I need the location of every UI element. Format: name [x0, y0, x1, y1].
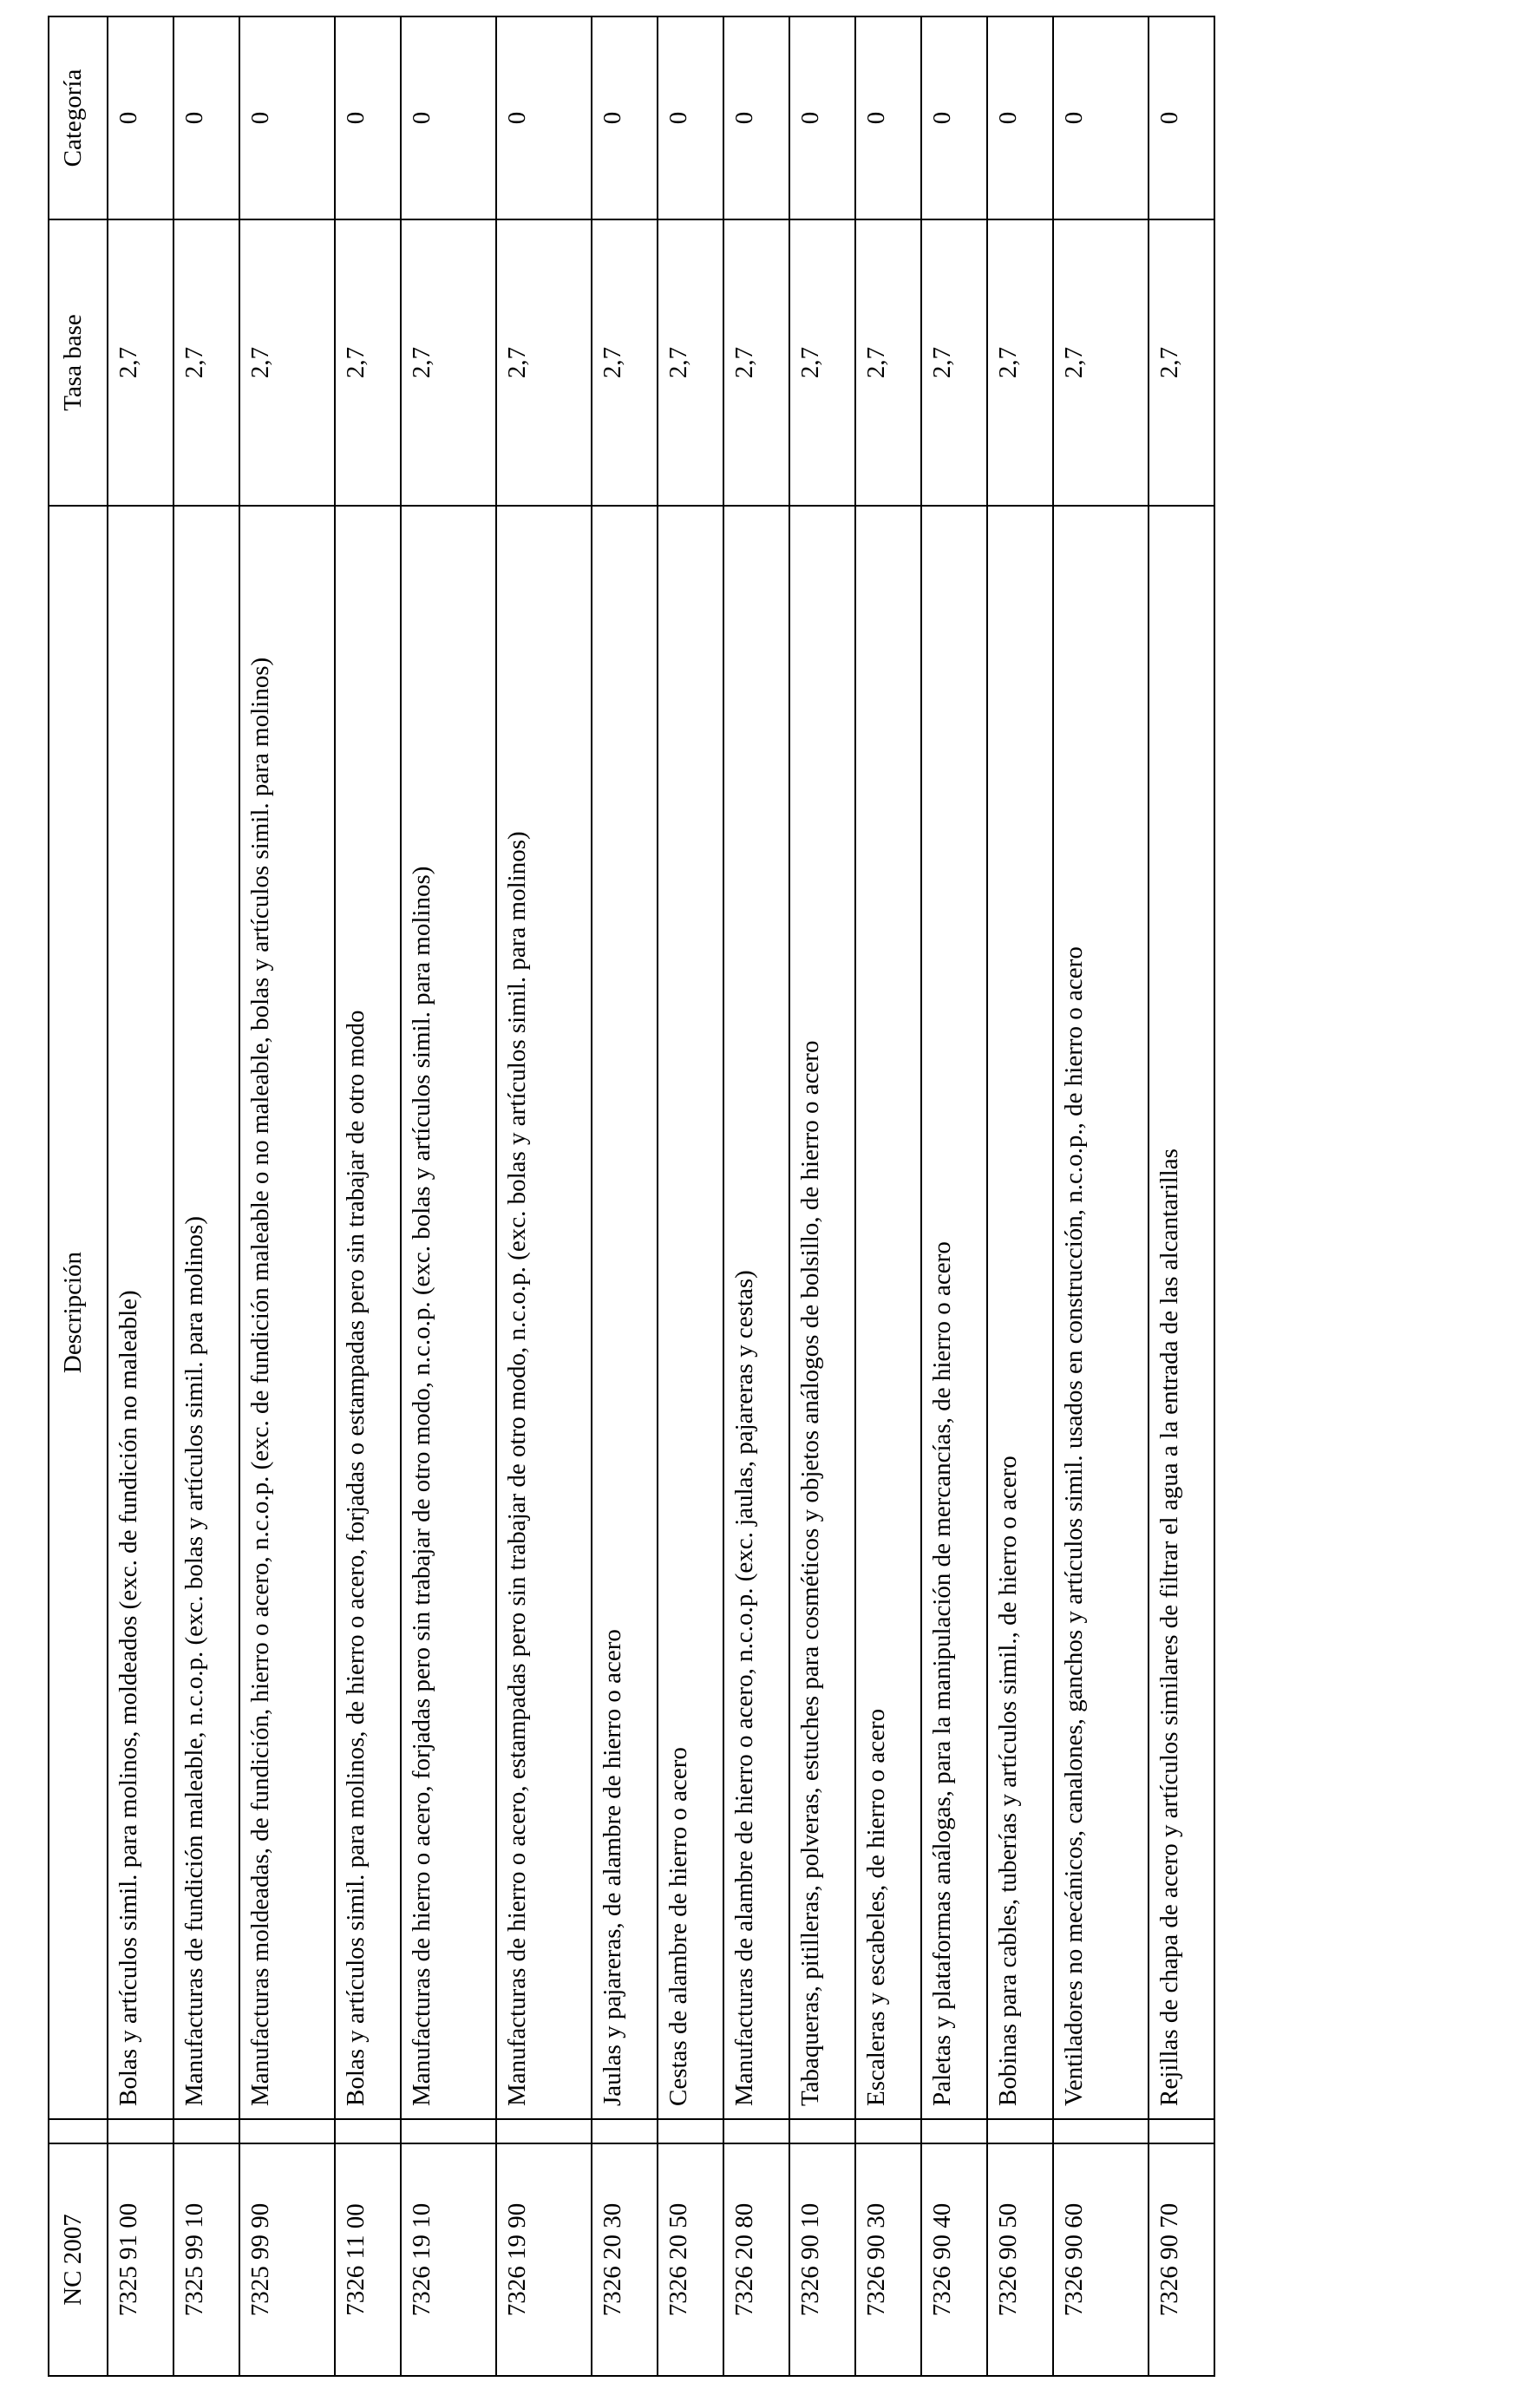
row-gap	[987, 2119, 1053, 2143]
table-row	[789, 16, 855, 2376]
row-gap	[921, 2119, 987, 2143]
row-category: 0	[855, 16, 921, 219]
row-category: 0	[401, 16, 496, 219]
table-header-row	[49, 16, 108, 2376]
row-description: Tabaqueras, pitilleras, polveras, estuches para cosméticos y objetos análogos de bolsillo, de hierro o acero	[789, 506, 855, 2119]
table-row	[723, 16, 789, 2376]
row-gap	[723, 2119, 789, 2143]
row-code: 7325 99 90	[239, 2143, 335, 2376]
row-gap	[855, 2119, 921, 2143]
row-gap	[173, 2119, 239, 2143]
header-category: Categoría	[49, 16, 108, 219]
row-category: 0	[658, 16, 723, 219]
row-rate: 2,7	[173, 219, 239, 506]
row-category: 0	[592, 16, 658, 219]
row-gap	[592, 2119, 658, 2143]
row-code: 7326 90 50	[987, 2143, 1053, 2376]
row-code: 7326 90 40	[921, 2143, 987, 2376]
row-code: 7326 19 10	[401, 2143, 496, 2376]
row-rate: 2,7	[1149, 219, 1214, 506]
row-description: Paletas y plataformas análogas, para la manipulación de mercancías, de hierro o acero	[921, 506, 987, 2119]
row-description: Cestas de alambre de hierro o acero	[658, 506, 723, 2119]
row-code: 7325 91 00	[108, 2143, 173, 2376]
row-category: 0	[173, 16, 239, 219]
row-rate: 2,7	[789, 219, 855, 506]
row-category: 0	[108, 16, 173, 219]
row-rate: 2,7	[335, 219, 401, 506]
table-row	[658, 16, 723, 2376]
row-category: 0	[496, 16, 592, 219]
row-description: Manufacturas moldeadas, de fundición, hierro o acero, n.c.o.p. (exc. de fundición maleable o no maleable, bolas y artículos simil. para molinos)	[239, 506, 335, 2119]
table-row	[1149, 16, 1214, 2376]
row-rate: 2,7	[723, 219, 789, 506]
row-description: Manufacturas de hierro o acero, forjadas pero sin trabajar de otro modo, n.c.o.p. (exc. bolas y artículos simil. para molinos)	[401, 506, 496, 2119]
row-description: Manufacturas de fundición maleable, n.c.o.p. (exc. bolas y artículos simil. para molinos)	[173, 506, 239, 2119]
header-code: NC 2007	[49, 2143, 108, 2376]
row-code: 7326 90 30	[855, 2143, 921, 2376]
row-rate: 2,7	[108, 219, 173, 506]
row-rate: 2,7	[496, 219, 592, 506]
row-gap	[401, 2119, 496, 2143]
row-category: 0	[789, 16, 855, 219]
row-description: Ventiladores no mecánicos, canalones, ganchos y artículos simil. usados en construcción, n.c.o.p., de hierro o acero	[1053, 506, 1149, 2119]
table-row	[335, 16, 401, 2376]
row-rate: 2,7	[592, 219, 658, 506]
row-rate: 2,7	[987, 219, 1053, 506]
table-row	[496, 16, 592, 2376]
table-row	[173, 16, 239, 2376]
row-code: 7326 90 10	[789, 2143, 855, 2376]
row-rate: 2,7	[658, 219, 723, 506]
row-code: 7326 20 30	[592, 2143, 658, 2376]
row-category: 0	[987, 16, 1053, 219]
row-gap	[239, 2119, 335, 2143]
tariff-table	[48, 16, 1215, 2377]
row-rate: 2,7	[1053, 219, 1149, 506]
header-description: Descripción	[49, 506, 108, 2119]
row-description: Rejillas de chapa de acero y artículos similares de filtrar el agua a la entrada de las alcantarillas	[1149, 506, 1214, 2119]
row-description: Bolas y artículos simil. para molinos, moldeados (exc. de fundición no maleable)	[108, 506, 173, 2119]
row-code: 7326 20 50	[658, 2143, 723, 2376]
row-category: 0	[723, 16, 789, 219]
table-row	[1053, 16, 1149, 2376]
row-category: 0	[921, 16, 987, 219]
row-code: 7325 99 10	[173, 2143, 239, 2376]
row-rate: 2,7	[921, 219, 987, 506]
row-rate: 2,7	[855, 219, 921, 506]
table-row	[987, 16, 1053, 2376]
table-row	[855, 16, 921, 2376]
header-gap	[49, 2119, 108, 2143]
row-description: Manufacturas de alambre de hierro o acero, n.c.o.p. (exc. jaulas, pajareras y cestas)	[723, 506, 789, 2119]
row-code: 7326 11 00	[335, 2143, 401, 2376]
row-gap	[1149, 2119, 1214, 2143]
row-rate: 2,7	[239, 219, 335, 506]
rotated-page	[48, 17, 1183, 2377]
table-row	[239, 16, 335, 2376]
row-description: Escaleras y escabeles, de hierro o acero	[855, 506, 921, 2119]
row-gap	[658, 2119, 723, 2143]
row-gap	[496, 2119, 592, 2143]
row-category: 0	[239, 16, 335, 219]
row-description: Manufacturas de hierro o acero, estampadas pero sin trabajar de otro modo, n.c.o.p. (exc. bolas y artículos simil. para molinos)	[496, 506, 592, 2119]
row-category: 0	[1053, 16, 1149, 219]
row-category: 0	[1149, 16, 1214, 219]
row-description: Jaulas y pajareras, de alambre de hierro o acero	[592, 506, 658, 2119]
table-row	[921, 16, 987, 2376]
header-rate: Tasa base	[49, 219, 108, 506]
row-code: 7326 90 70	[1149, 2143, 1214, 2376]
row-rate: 2,7	[401, 219, 496, 506]
row-gap	[108, 2119, 173, 2143]
row-gap	[789, 2119, 855, 2143]
row-code: 7326 90 60	[1053, 2143, 1149, 2376]
row-code: 7326 20 80	[723, 2143, 789, 2376]
row-gap	[1053, 2119, 1149, 2143]
table-row	[592, 16, 658, 2376]
row-gap	[335, 2119, 401, 2143]
table-row	[108, 16, 173, 2376]
row-category: 0	[335, 16, 401, 219]
row-description: Bobinas para cables, tuberías y artículos simil., de hierro o acero	[987, 506, 1053, 2119]
table-row	[401, 16, 496, 2376]
row-description: Bolas y artículos simil. para molinos, de hierro o acero, forjadas o estampadas pero sin trabajar de otro modo	[335, 506, 401, 2119]
row-code: 7326 19 90	[496, 2143, 592, 2376]
